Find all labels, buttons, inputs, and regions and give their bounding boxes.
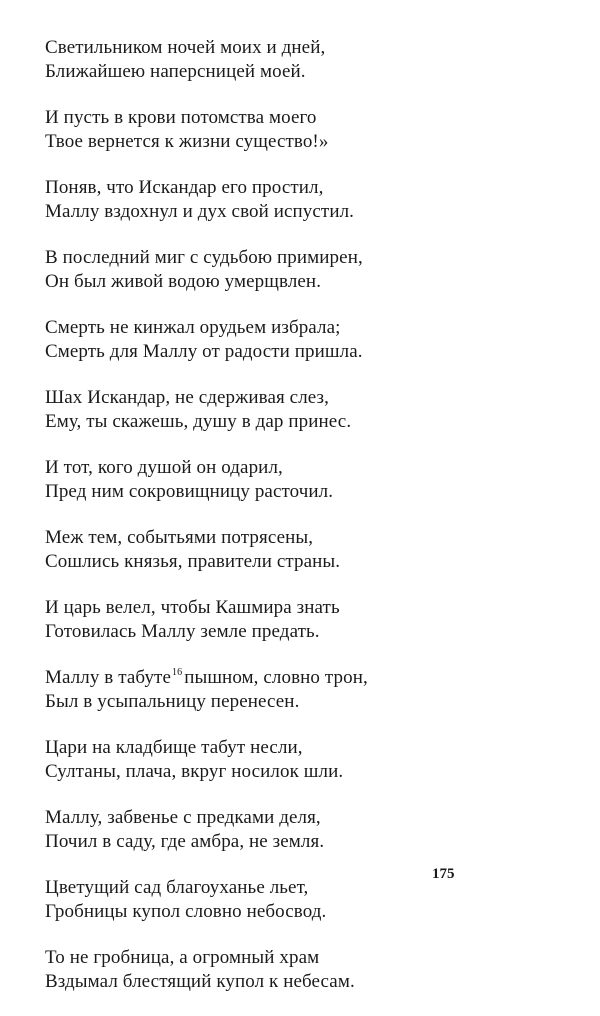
stanza: [45, 596, 565, 644]
verse-line: Цветущий сад благоуханье льет,: [45, 877, 309, 898]
verse-line: Почил в саду, где амбра, не земля.: [45, 831, 325, 852]
stanza: [45, 456, 565, 504]
verse-line: И тот, кого душой он одарил,: [45, 457, 283, 478]
stanza: [45, 176, 565, 224]
stanza: [45, 736, 565, 784]
stanza: [45, 806, 565, 854]
stanza: [45, 666, 565, 714]
verse-line: То не гробница, а огромный храм: [45, 947, 320, 968]
verse-line: Поняв, что Искандар его простил,: [45, 177, 324, 198]
verse-line: Готовилась Маллу земле предать.: [45, 621, 320, 642]
stanza: [45, 526, 565, 574]
verse-line: В последний миг с судьбою примирен,: [45, 247, 363, 268]
page-number: 175: [432, 866, 455, 882]
stanza: [45, 386, 565, 434]
stanza: [45, 246, 565, 294]
verse-line: Твое вернется к жизни существо!»: [45, 131, 329, 152]
stanza: [45, 946, 565, 994]
verse-line: Он был живой водою умерщвлен.: [45, 271, 322, 292]
stanza: [45, 106, 565, 154]
verse-line: Цари на кладбище табут несли,: [45, 737, 303, 758]
verse-line: Был в усыпальницу перенесен.: [45, 691, 300, 712]
verse-line: Шах Искандар, не сдерживая слез,: [45, 387, 330, 408]
verse-line: Смерть не кинжал орудьем избрала;: [45, 317, 341, 338]
footnote-marker[interactable]: 16: [171, 667, 183, 678]
verse-line: Маллу вздохнул и дух свой испустил.: [45, 201, 355, 222]
verse-line: Пред ним сокровищницу расточил.: [45, 481, 334, 502]
poem-text: [45, 36, 565, 1016]
verse-line: Маллу, забвенье с предками деля,: [45, 807, 321, 828]
verse-line: Вздымал блестящий купол к небесам.: [45, 971, 355, 992]
stanza: [45, 876, 565, 924]
stanza: [45, 36, 565, 84]
verse-line: Светильником ночей моих и дней,: [45, 37, 326, 58]
verse-line: Султаны, плача, вкруг носилок шли.: [45, 761, 344, 782]
verse-line: Смерть для Маллу от радости пришла.: [45, 341, 363, 362]
verse-text: пышном, словно трон,: [184, 667, 368, 688]
stanza: [45, 316, 565, 364]
verse-line: Ближайшею наперсницей моей.: [45, 61, 306, 82]
verse-line: Гробницы купол словно небосвод.: [45, 901, 327, 922]
verse-line-with-footnote: [45, 666, 565, 690]
verse-line: И пусть в крови потомства моего: [45, 107, 317, 128]
verse-line: Ему, ты скажешь, душу в дар принес.: [45, 411, 352, 432]
verse-line: Сошлись князья, правители страны.: [45, 551, 341, 572]
verse-line: И царь велел, чтобы Кашмира знать: [45, 597, 340, 618]
verse-text: Маллу в табуте: [45, 667, 171, 688]
verse-line: Меж тем, событьями потрясены,: [45, 527, 314, 548]
